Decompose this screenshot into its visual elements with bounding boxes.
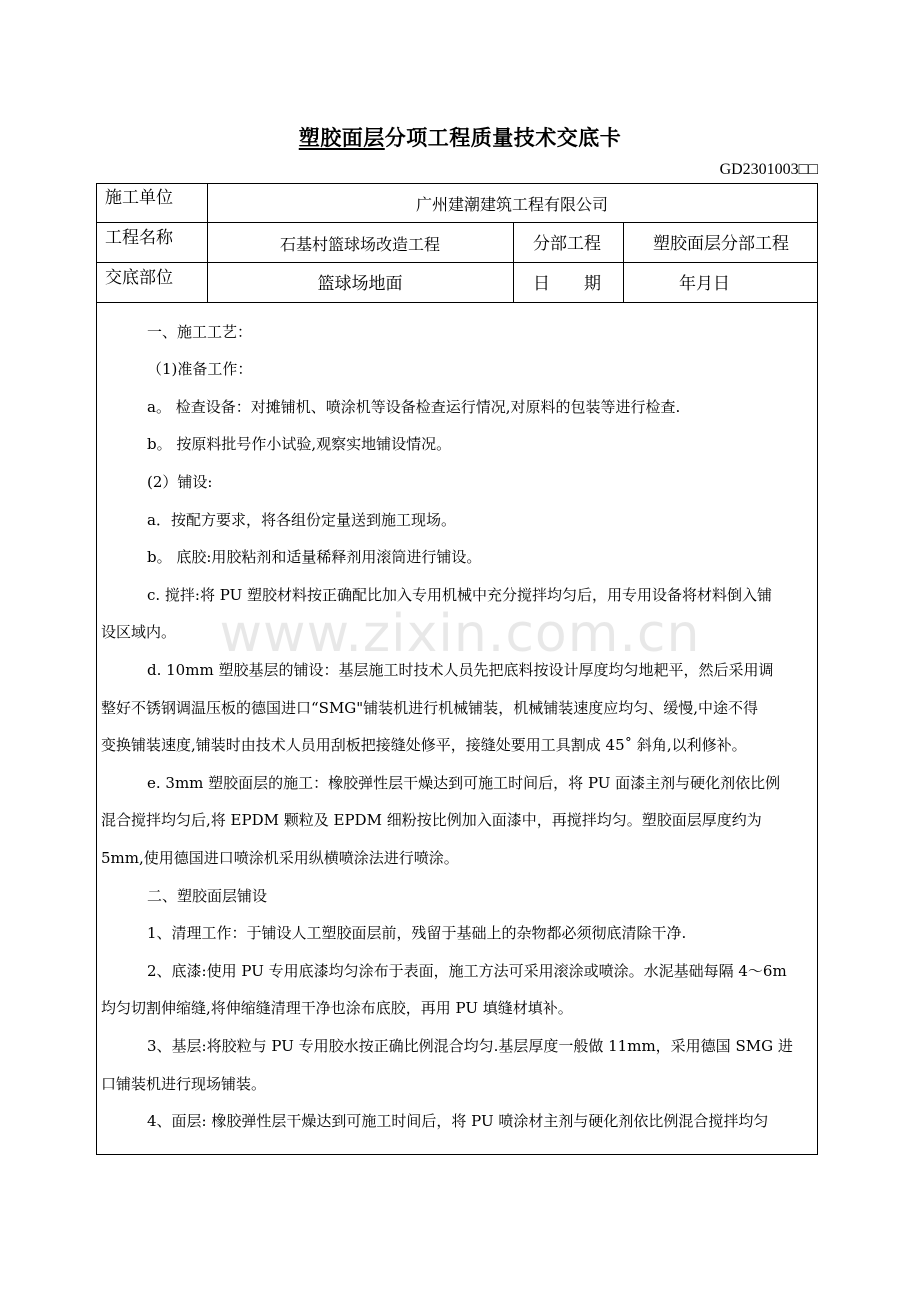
row-divider-3 — [97, 302, 817, 303]
disclosure-form-table — [96, 183, 818, 1155]
middle-column-divider — [513, 222, 514, 302]
project-label: 工程名称 — [105, 228, 173, 248]
paragraph-line: d. 10mm 塑胶基层的铺设：基层施工时技术人员先把底料按设计厚度均匀地耙平，然后采用调 — [147, 661, 774, 679]
unit-value: 广州建潮建筑工程有限公司 — [415, 195, 608, 214]
paragraph-line: b。 底胶:用胶粘剂和适量稀释剂用滚筒进行铺设。 — [147, 548, 482, 566]
paragraph-line: 1、清理工作：于铺设人工塑胶面层前，残留于基础上的杂物都必须彻底清除干净. — [147, 924, 687, 942]
paragraph-line: 设区域内。 — [101, 623, 177, 641]
paragraph-line: 4、面层: 橡胶弹性层干燥达到可施工时间后，将 PU 喷涂材主剂与硬化剂依比例混合搅拌均匀 — [147, 1112, 769, 1130]
paragraph-line: a．按配方要求，将各组份定量送到施工现场。 — [147, 511, 456, 529]
subproject-value: 塑胶面层分部工程 — [653, 234, 789, 254]
paragraph-line: a。 检查设备：对摊铺机、喷涂机等设备检查运行情况,对原料的包装等进行检查. — [147, 398, 681, 416]
paragraph-line: c. 搅拌:将 PU 塑胶材料按正确配比加入专用机械中充分搅拌均匀后，用专用设备将材料倒入铺 — [147, 586, 773, 604]
date-label: 日 期 — [533, 274, 601, 294]
unit-label: 施工单位 — [105, 188, 173, 208]
paragraph-line: 混合搅拌均匀后,将 EPDM 颗粒及 EPDM 细粉按比例加入面漆中，再搅拌均匀。塑胶面层厚度约为 — [101, 811, 762, 829]
paragraph-line: 2、底漆:使用 PU 专用底漆均匀涂布于表面，施工方法可采用滚涂或喷涂。水泥基础每隔 4～6m — [147, 962, 787, 980]
part-label: 交底部位 — [105, 268, 173, 288]
section-heading-process: 一、施工工艺： — [147, 323, 253, 341]
row-divider-1 — [97, 222, 817, 223]
title-rest: 分项工程质量技术交底卡 — [384, 125, 622, 150]
paragraph-line: 变换铺装速度,铺装时由技术人员用刮板把接缝处修平，接缝处要用工具割成 45˚ 斜角,以利修补。 — [101, 736, 747, 754]
section-heading-surface: 二、塑胶面层铺设 — [147, 887, 268, 905]
paragraph-line: b。 按原料批号作小试验,观察实地铺设情况。 — [147, 435, 452, 453]
paragraph-line: 均匀切割伸缩缝,将伸缩缝清理干净也涂布底胶，再用 PU 填缝材填补。 — [101, 999, 573, 1017]
subheading-laying: (2）铺设: — [147, 473, 213, 491]
subproject-label: 分部工程 — [533, 234, 601, 254]
subheading-preparation: （1)准备工作： — [147, 360, 253, 378]
date-value: 年月日 — [679, 274, 730, 294]
document-number: GD2301003□□ — [719, 161, 818, 178]
paragraph-line: e. 3mm 塑胶面层的施工：橡胶弹性层干燥达到可施工时间后，将 PU 面漆主剂与硬化剂依比例 — [147, 774, 781, 792]
paragraph-line: 5mm,使用德国进口喷涂机采用纵横喷涂法进行喷涂。 — [101, 849, 459, 867]
paragraph-line: 口铺装机进行现场铺装。 — [101, 1075, 267, 1093]
title-underlined-part: 塑胶面层 — [298, 125, 385, 150]
watermark: www.zixin.com.cn — [219, 604, 701, 664]
paragraph-line: 整好不锈钢调温压板的德国进口“SMG"铺装机进行机械铺装，机械铺装速度应均匀、缓慢,中途不得 — [101, 699, 758, 717]
document-title — [0, 122, 920, 152]
project-value: 石基村篮球场改造工程 — [279, 235, 440, 254]
row-divider-2 — [97, 262, 817, 263]
paragraph-line: 3、基层:将胶粒与 PU 专用胶水按正确比例混合均匀.基层厚度一般做 11mm，采用德国 SMG 进 — [147, 1037, 793, 1055]
part-value: 篮球场地面 — [317, 274, 403, 294]
